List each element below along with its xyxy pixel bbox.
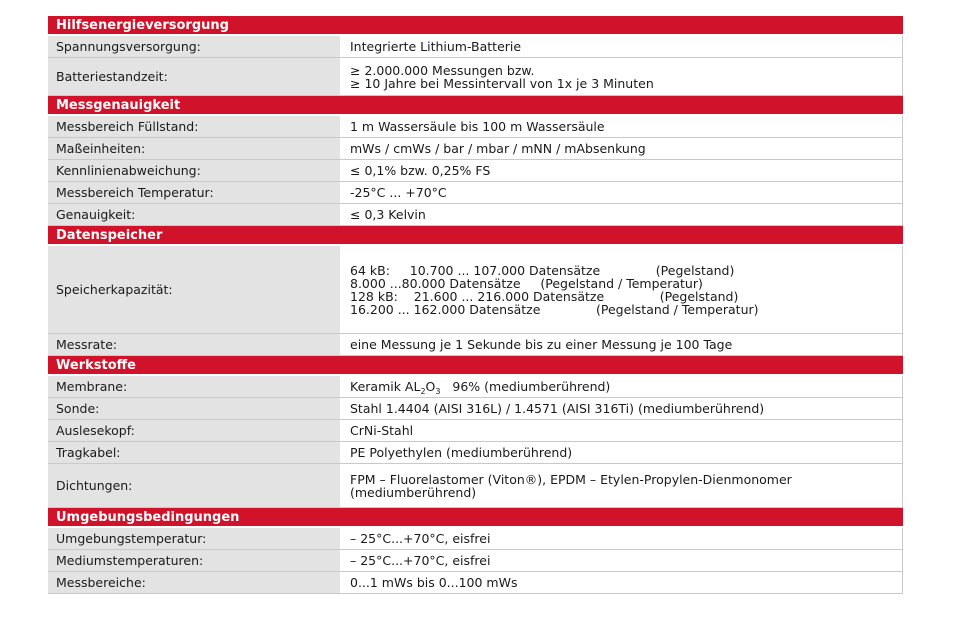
table-row: [48, 572, 903, 594]
value-line: FPM – Fluorelastomer (Viton®), EPDM – Etylen-Propylen-Dienmonomer: [350, 471, 792, 487]
row-label: Tragkabel:: [48, 442, 340, 463]
row-value: eine Messung je 1 Sekunde bis zu einer Messung je 100 Tage: [340, 334, 902, 355]
table-row: [48, 246, 903, 334]
row-label: Maßeinheiten:: [48, 138, 340, 159]
row-label: Batteriestandzeit:: [48, 58, 340, 95]
row-label: Kennlinienabweichung:: [48, 160, 340, 181]
row-value: ≤ 0,3 Kelvin: [340, 204, 902, 225]
table-row: [48, 334, 903, 356]
table-row: [48, 36, 903, 58]
row-label: Messrate:: [48, 334, 340, 355]
value-line: 16.200 ... 162.000 Datensätze (Pegelstand / Temperatur): [350, 301, 759, 317]
row-label: Messbereich Temperatur:: [48, 182, 340, 203]
table-row: [48, 442, 903, 464]
table-row: [48, 464, 903, 508]
table-row: [48, 376, 903, 398]
table-row: [48, 116, 903, 138]
row-value: 0...1 mWs bis 0...100 mWs: [340, 572, 902, 593]
row-label: Genauigkeit:: [48, 204, 340, 225]
row-label: Mediumstemperaturen:: [48, 550, 340, 571]
section-header-hilfsenergieversorgung: Hilfsenergieversorgung: [48, 16, 903, 36]
value-line: ≥ 10 Jahre bei Messintervall von 1x je 3 Minuten: [350, 75, 654, 91]
table-row: [48, 182, 903, 204]
row-label: Messbereich Füllstand:: [48, 116, 340, 137]
table-row: [48, 58, 903, 96]
table-row: [48, 204, 903, 226]
row-value: mWs / cmWs / bar / mbar / mNN / mAbsenkung: [340, 138, 902, 159]
row-label: Umgebungstemperatur:: [48, 528, 340, 549]
table-row: [48, 528, 903, 550]
row-value: [340, 58, 902, 95]
row-label: Messbereiche:: [48, 572, 340, 593]
table-row: [48, 398, 903, 420]
row-label: Auslesekopf:: [48, 420, 340, 441]
row-label: Dichtungen:: [48, 464, 340, 507]
table-row: [48, 420, 903, 442]
row-label: Speicherkapazität:: [48, 246, 340, 333]
row-label: Membrane:: [48, 376, 340, 397]
row-value: Stahl 1.4404 (AISI 316L) / 1.4571 (AISI 316Ti) (mediumberührend): [340, 398, 902, 419]
row-value: PE Polyethylen (mediumberührend): [340, 442, 902, 463]
row-value: 1 m Wassersäule bis 100 m Wassersäule: [340, 116, 902, 137]
value-line: ≥ 2.000.000 Messungen bzw.: [350, 62, 535, 78]
section-header-messgenauigkeit: Messgenauigkeit: [48, 96, 903, 116]
table-row: [48, 138, 903, 160]
row-value: – 25°C...+70°C, eisfrei: [340, 528, 902, 549]
row-value: [340, 464, 902, 507]
row-value: – 25°C...+70°C, eisfrei: [340, 550, 902, 571]
row-value: ≤ 0,1% bzw. 0,25% FS: [340, 160, 902, 181]
section-header-umgebungsbedingungen: Umgebungsbedingungen: [48, 508, 903, 528]
row-label: Spannungsversorgung:: [48, 36, 340, 57]
section-header-werkstoffe: Werkstoffe: [48, 356, 903, 376]
row-value: Keramik $AL_2O_3$ 96% (mediumberührend): [340, 376, 902, 397]
value-line: (mediumberührend): [350, 484, 477, 500]
row-value: Integrierte Lithium-Batterie: [340, 36, 902, 57]
section-header-datenspeicher: Datenspeicher: [48, 226, 903, 246]
value-line: 64 kB: 10.700 ... 107.000 Datensätze (Pegelstand): [350, 262, 735, 278]
row-value: CrNi-Stahl: [340, 420, 902, 441]
table-row: [48, 550, 903, 572]
row-value: -25°C ... +70°C: [340, 182, 902, 203]
spec-table: [48, 16, 903, 594]
row-value: [340, 246, 902, 333]
row-label: Sonde:: [48, 398, 340, 419]
value-line: 8.000 ...80.000 Datensätze (Pegelstand / Temperatur): [350, 275, 703, 291]
table-row: [48, 160, 903, 182]
value-line: 128 kB: 21.600 ... 216.000 Datensätze (Pegelstand): [350, 288, 739, 304]
